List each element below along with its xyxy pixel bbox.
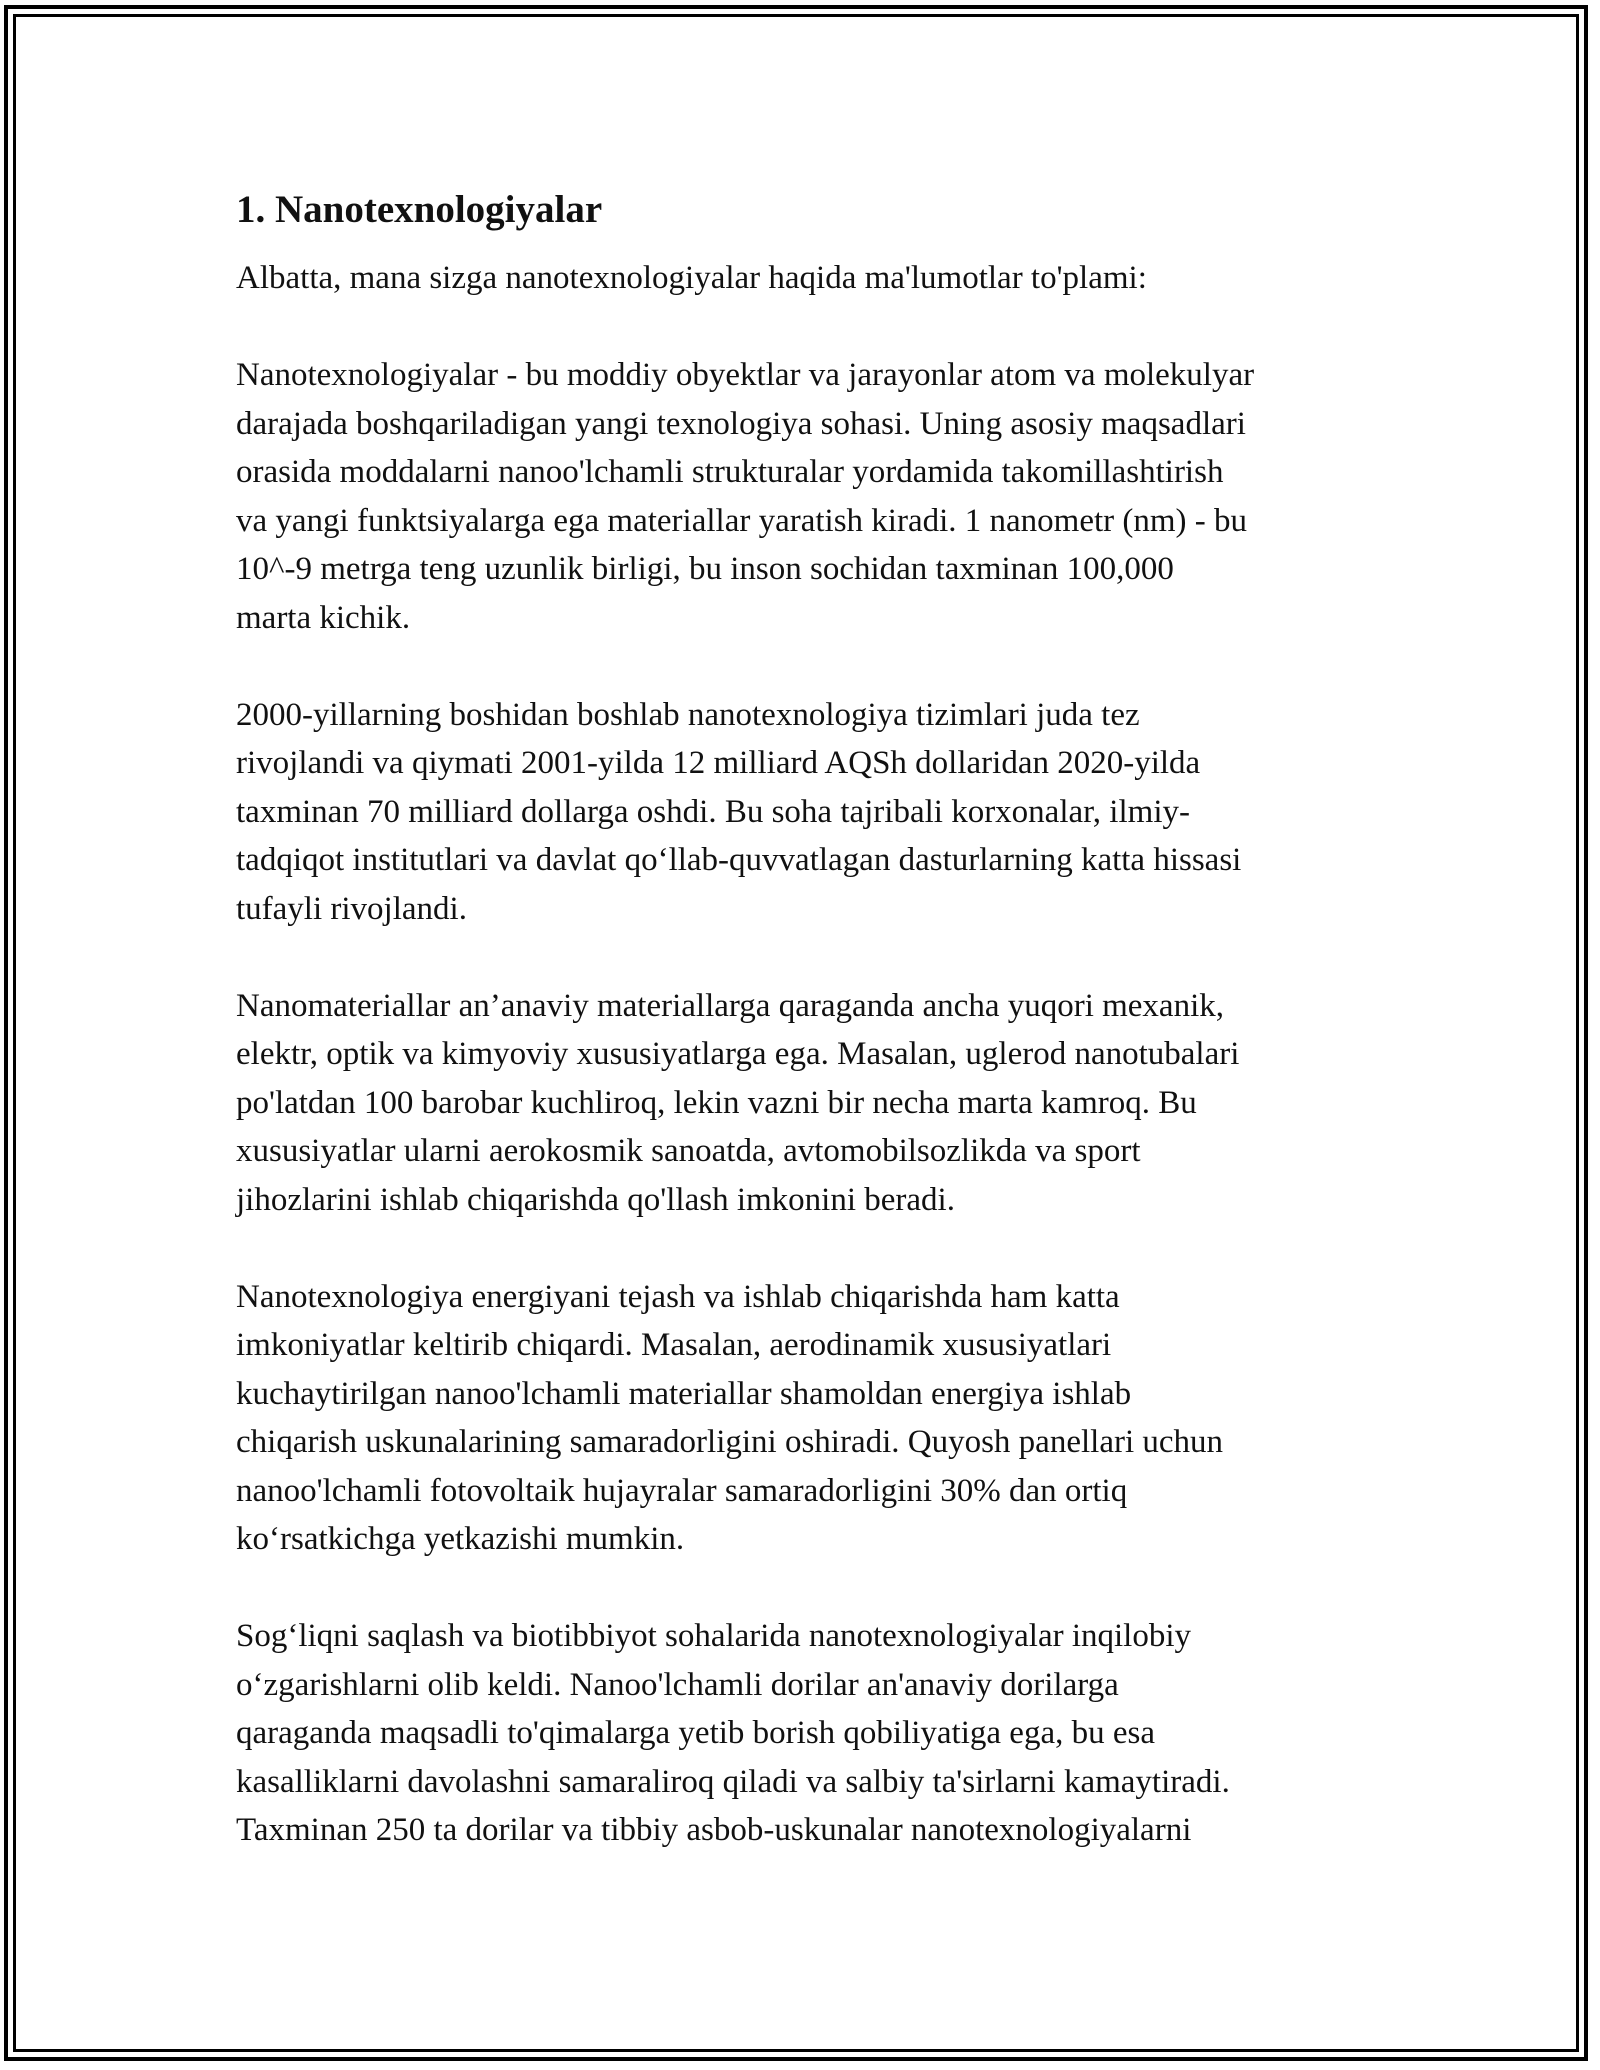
text-line: 2000-yillarning boshidan boshlab nanotexnologiya tizimlari juda tez: [236, 696, 1140, 733]
text-line: nanoo'lchamli fotovoltaik hujayralar samaradorligini 30% dan ortiq: [236, 1472, 1128, 1509]
text-line: jihozlarini ishlab chiqarishda qo'llash imkonini beradi.: [236, 1181, 955, 1218]
text-line: xususiyatlar ularni aerokosmik sanoatda, avtomobilsozlikda va sport: [236, 1133, 1141, 1169]
text-line: Taxminan 250 ta dorilar va tibbiy asbob-uskunalar nanotexnologiyalarni: [236, 1812, 1192, 1848]
text-line: 10^-9 metrga teng uzunlik birligi, bu inson sochidan taxminan 100,000: [236, 551, 1174, 587]
text-line: Albatta, mana sizga nanotexnologiyalar haqida ma'lumotlar to'plami:: [236, 260, 1147, 296]
document-body: [236, 186, 1366, 1903]
text-line: darajada boshqariladigan yangi texnologiya sohasi. Uning asosiy maqsadlari: [236, 405, 1246, 442]
text-line: kuchaytirilgan nanoo'lchamli materiallar shamoldan energiya ishlab: [236, 1375, 1132, 1412]
text-line: chiqarish uskunalarining samaradorligini oshiradi. Quyosh panellari uchun: [236, 1424, 1224, 1460]
text-line: Nanomateriallar an’anaviy materiallarga qaraganda ancha yuqori mexanik,: [236, 987, 1225, 1024]
text-line: rivojlandi va qiymati 2001-yilda 12 milliard AQSh dollaridan 2020-yilda: [236, 745, 1201, 781]
paragraph: [236, 254, 1366, 303]
text-line: qaraganda maqsadli to'qimalarga yetib borish qobiliyatiga ega, bu esa: [236, 1715, 1155, 1751]
text-line: orasida moddalarni nanoo'lchamli strukturalar yordamida takomillashtirish: [236, 454, 1224, 490]
paragraph-list: [236, 254, 1366, 1855]
paragraph: [236, 1612, 1366, 1855]
text-line: o‘zgarishlarni olib keldi. Nanoo'lchamli dorilar an'anaviy dorilarga: [236, 1666, 1119, 1703]
text-line: va yangi funktsiyalarga ega materiallar yaratish kiradi. 1 nanometr (nm) - bu: [236, 502, 1248, 539]
text-line: kasalliklarni davolashni samaraliroq qiladi va salbiy ta'sirlarni kamaytiradi.: [236, 1763, 1230, 1800]
text-line: imkoniyatlar keltirib chiqardi. Masalan, aerodinamik xususiyatlari: [236, 1327, 1112, 1363]
text-line: tadqiqot institutlari va davlat qo‘llab-quvvatlagan dasturlarning katta hissasi: [236, 842, 1242, 878]
paragraph: [236, 1273, 1366, 1564]
text-line: Nanotexnologiya energiyani tejash va ishlab chiqarishda ham katta: [236, 1278, 1120, 1315]
text-line: po'latdan 100 barobar kuchliroq, lekin vazni bir necha marta kamroq. Bu: [236, 1084, 1197, 1121]
document-title: 1. Nanotexnologiyalar: [236, 188, 603, 231]
text-line: elektr, optik va kimyoviy xususiyatlarga ega. Masalan, uglerod nanotubalari: [236, 1036, 1240, 1072]
text-line: marta kichik.: [236, 599, 411, 636]
paragraph: [236, 691, 1366, 934]
text-line: tufayli rivojlandi.: [236, 890, 467, 927]
text-line: Nanotexnologiyalar - bu moddiy obyektlar va jarayonlar atom va molekulyar: [236, 357, 1255, 393]
text-line: Sog‘liqni saqlash va biotibbiyot sohalarida nanotexnologiyalar inqilobiy: [236, 1618, 1192, 1654]
paragraph: [236, 982, 1366, 1225]
text-line: ko‘rsatkichga yetkazishi mumkin.: [236, 1521, 685, 1557]
text-line: taxminan 70 milliard dollarga oshdi. Bu soha tajribali korxonalar, ilmiy-: [236, 793, 1190, 830]
paragraph: [236, 351, 1366, 642]
